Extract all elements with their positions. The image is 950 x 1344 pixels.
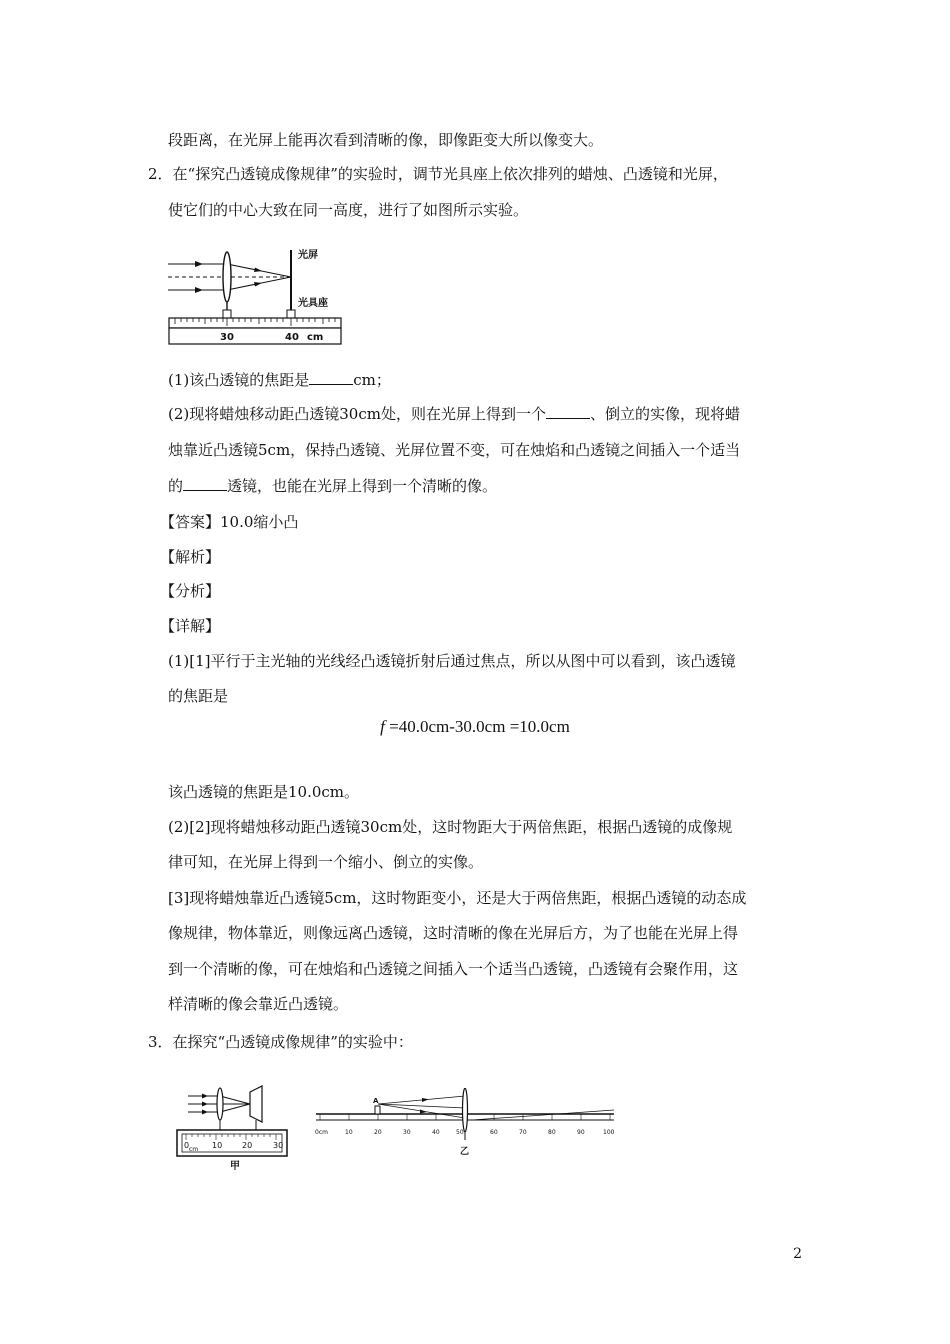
question-3-intro: 3．在探究“凸透镜成像规律”的实验中： — [148, 1033, 413, 1051]
fig-a-unit: cm — [189, 1146, 199, 1153]
fig-a-tick-10: 10 — [212, 1141, 223, 1150]
analysis-heading: 【解析】 — [160, 548, 221, 566]
fig-b-tick-10: 10 — [345, 1129, 353, 1136]
answer-line: 【答案】10.0缩小凸 — [160, 513, 299, 531]
fig-b-caption: 乙 — [460, 1147, 470, 1157]
fenxi-heading: 【分析】 — [160, 582, 221, 600]
question-2-intro-line-2: 使它们的中心大致在同一高度，进行了如图所示实验。 — [168, 201, 529, 219]
fig-a-tick-20: 20 — [242, 1141, 253, 1150]
fig-b-tick-20: 20 — [374, 1129, 382, 1136]
detail-3-line-2: 像规律，物体靠近，则像远离凸透镜，这时清晰的像在光屏后方，为了也能在光屏上得 — [168, 924, 739, 942]
focal-length-equation: f =40.0cm-30.0cm =10.0cm — [380, 717, 570, 736]
q3-figure-b — [312, 1088, 618, 1166]
part-1-question: (1)该凸透镜的焦距是 cm； — [168, 371, 391, 389]
fig-b-tick-60: 60 — [490, 1129, 498, 1136]
question-2-intro-line-1: 2．在“探究凸透镜成像规律”的实验时，调节光具座上依次排列的蜡烛、凸透镜和光屏， — [148, 165, 728, 183]
detail-3-line-3: 到一个清晰的像，可在烛焰和凸透镜之间插入一个适当凸透镜，凸透镜有会聚作用，这 — [168, 960, 739, 978]
fig-b-tick-50: 50 — [456, 1129, 464, 1136]
detail-3-line-1: [3]现将蜡烛靠近凸透镜5cm，这时物距变小，还是大于两倍焦距，根据凸透镜的动态成 — [168, 889, 747, 907]
tick-40: 40 — [285, 332, 299, 343]
fig-a-caption: 甲 — [230, 1161, 240, 1172]
fig-b-label-a: A — [373, 1097, 379, 1105]
continued-text-line: 段距离，在光屏上能再次看到清晰的像，即像距变大所以像变大。 — [168, 131, 604, 149]
q3-figure-a — [174, 1078, 290, 1174]
fig-b-tick-80: 80 — [548, 1129, 556, 1136]
fig-b-tick-30: 30 — [403, 1129, 411, 1136]
blank-1 — [309, 370, 353, 385]
detail-1-line-1: (1)[1]平行于主光轴的光线经凸透镜折射后通过焦点，所以从图中可以看到，该凸透镜 — [168, 652, 736, 670]
fig-b-tick-40: 40 — [432, 1129, 440, 1136]
page-number: 2 — [793, 1246, 802, 1262]
detail-1-line-3: 该凸透镜的焦距是10.0cm。 — [168, 783, 360, 801]
fig-b-tick-100: 100 — [603, 1129, 615, 1136]
fig-b-tick-90: 90 — [577, 1129, 585, 1136]
detail-3-line-4: 样清晰的像会靠近凸透镜。 — [168, 995, 349, 1013]
fig-b-tick-70: 70 — [519, 1129, 527, 1136]
detail-1-line-2: 的焦距是 — [168, 687, 229, 705]
fig-b-tick-0: 0cm — [315, 1129, 328, 1136]
label-bench: 光具座 — [298, 298, 328, 309]
q2-lens-figure — [165, 242, 350, 346]
unit-cm: cm — [307, 332, 324, 343]
fig-a-tick-0: 0 — [184, 1141, 190, 1150]
blank-2 — [546, 404, 590, 419]
blank-3 — [183, 476, 227, 491]
detail-2-line-2: 律可知，在光屏上得到一个缩小、倒立的实像。 — [168, 853, 484, 871]
detail-heading: 【详解】 — [160, 617, 221, 635]
tick-30: 30 — [220, 332, 234, 343]
fig-a-tick-30: 30 — [273, 1141, 284, 1150]
part-2-line-2: 烛靠近凸透镜5cm，保持凸透镜、光屏位置不变，可在烛焰和凸透镜之间插入一个适当 — [168, 441, 741, 459]
detail-2-line-1: (2)[2]现将蜡烛移动距凸透镜30cm处，这时物距大于两倍焦距，根据凸透镜的成像规 — [168, 818, 733, 836]
part-2-line-1: (2)现将蜡烛移动距凸透镜30cm处，则在光屏上得到一个 、倒立的实像，现将蜡 — [168, 405, 740, 423]
part-2-line-3: 的 透镜，也能在光屏上得到一个清晰的像。 — [168, 477, 498, 495]
label-screen: 光屏 — [298, 250, 318, 261]
